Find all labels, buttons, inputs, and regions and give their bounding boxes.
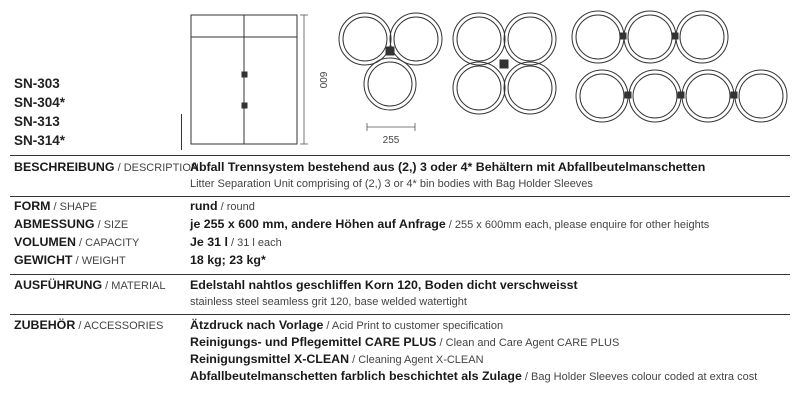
top-view-3-triangle	[339, 13, 442, 110]
accessory-item: Abfallbeutelmanschetten farblich beschichtet als Zulage / Bag Holder Sleeves colour coded at extra cost	[190, 369, 758, 383]
height-dimension	[300, 15, 308, 144]
divider	[10, 314, 790, 315]
model-number: SN-314*	[14, 133, 66, 148]
width-label: 255	[382, 135, 400, 146]
accessory-item: Ätzdruck nach Vorlage / Acid Print to customer specification	[190, 318, 504, 332]
spec-value: Abfall Trennsystem bestehend aus (2,) 3 oder 4* Behältern mit Abfallbeutelmanschetten Litter Separation Unit comprising of (2,) 3 or 4* bin bodies with Bag Holder Sleeves	[190, 160, 706, 190]
height-label: 600	[317, 71, 328, 89]
divider	[10, 196, 790, 197]
bin-sleeve-left	[191, 15, 244, 37]
model-number: SN-304*	[14, 95, 66, 110]
accessory-item: Reinigungsmittel X-CLEAN / Cleaning Agent X-CLEAN	[190, 352, 484, 366]
connector-bottom	[242, 103, 247, 108]
top-view-3-row	[572, 11, 728, 63]
divider	[10, 274, 790, 275]
connector-top	[242, 72, 247, 77]
divider-vertical	[181, 114, 182, 150]
bin-sleeve-right	[244, 15, 297, 37]
model-list	[14, 74, 174, 150]
model-number: SN-313	[14, 114, 60, 129]
width-dimension	[367, 123, 415, 131]
spec-description	[14, 159, 794, 193]
front-view	[191, 15, 297, 144]
model-number: SN-303	[14, 76, 60, 91]
spec-label: BESCHREIBUNG / DESCRIPTION	[14, 160, 199, 174]
bin-body-right	[244, 15, 297, 144]
bin-body-left	[191, 15, 244, 144]
top-view-4-diamond	[453, 13, 556, 114]
divider	[10, 155, 790, 156]
top-view-4-row	[576, 70, 787, 122]
accessory-item: Reinigungs- und Pflegemittel CARE PLUS / Clean and Care Agent CARE PLUS	[190, 335, 620, 349]
